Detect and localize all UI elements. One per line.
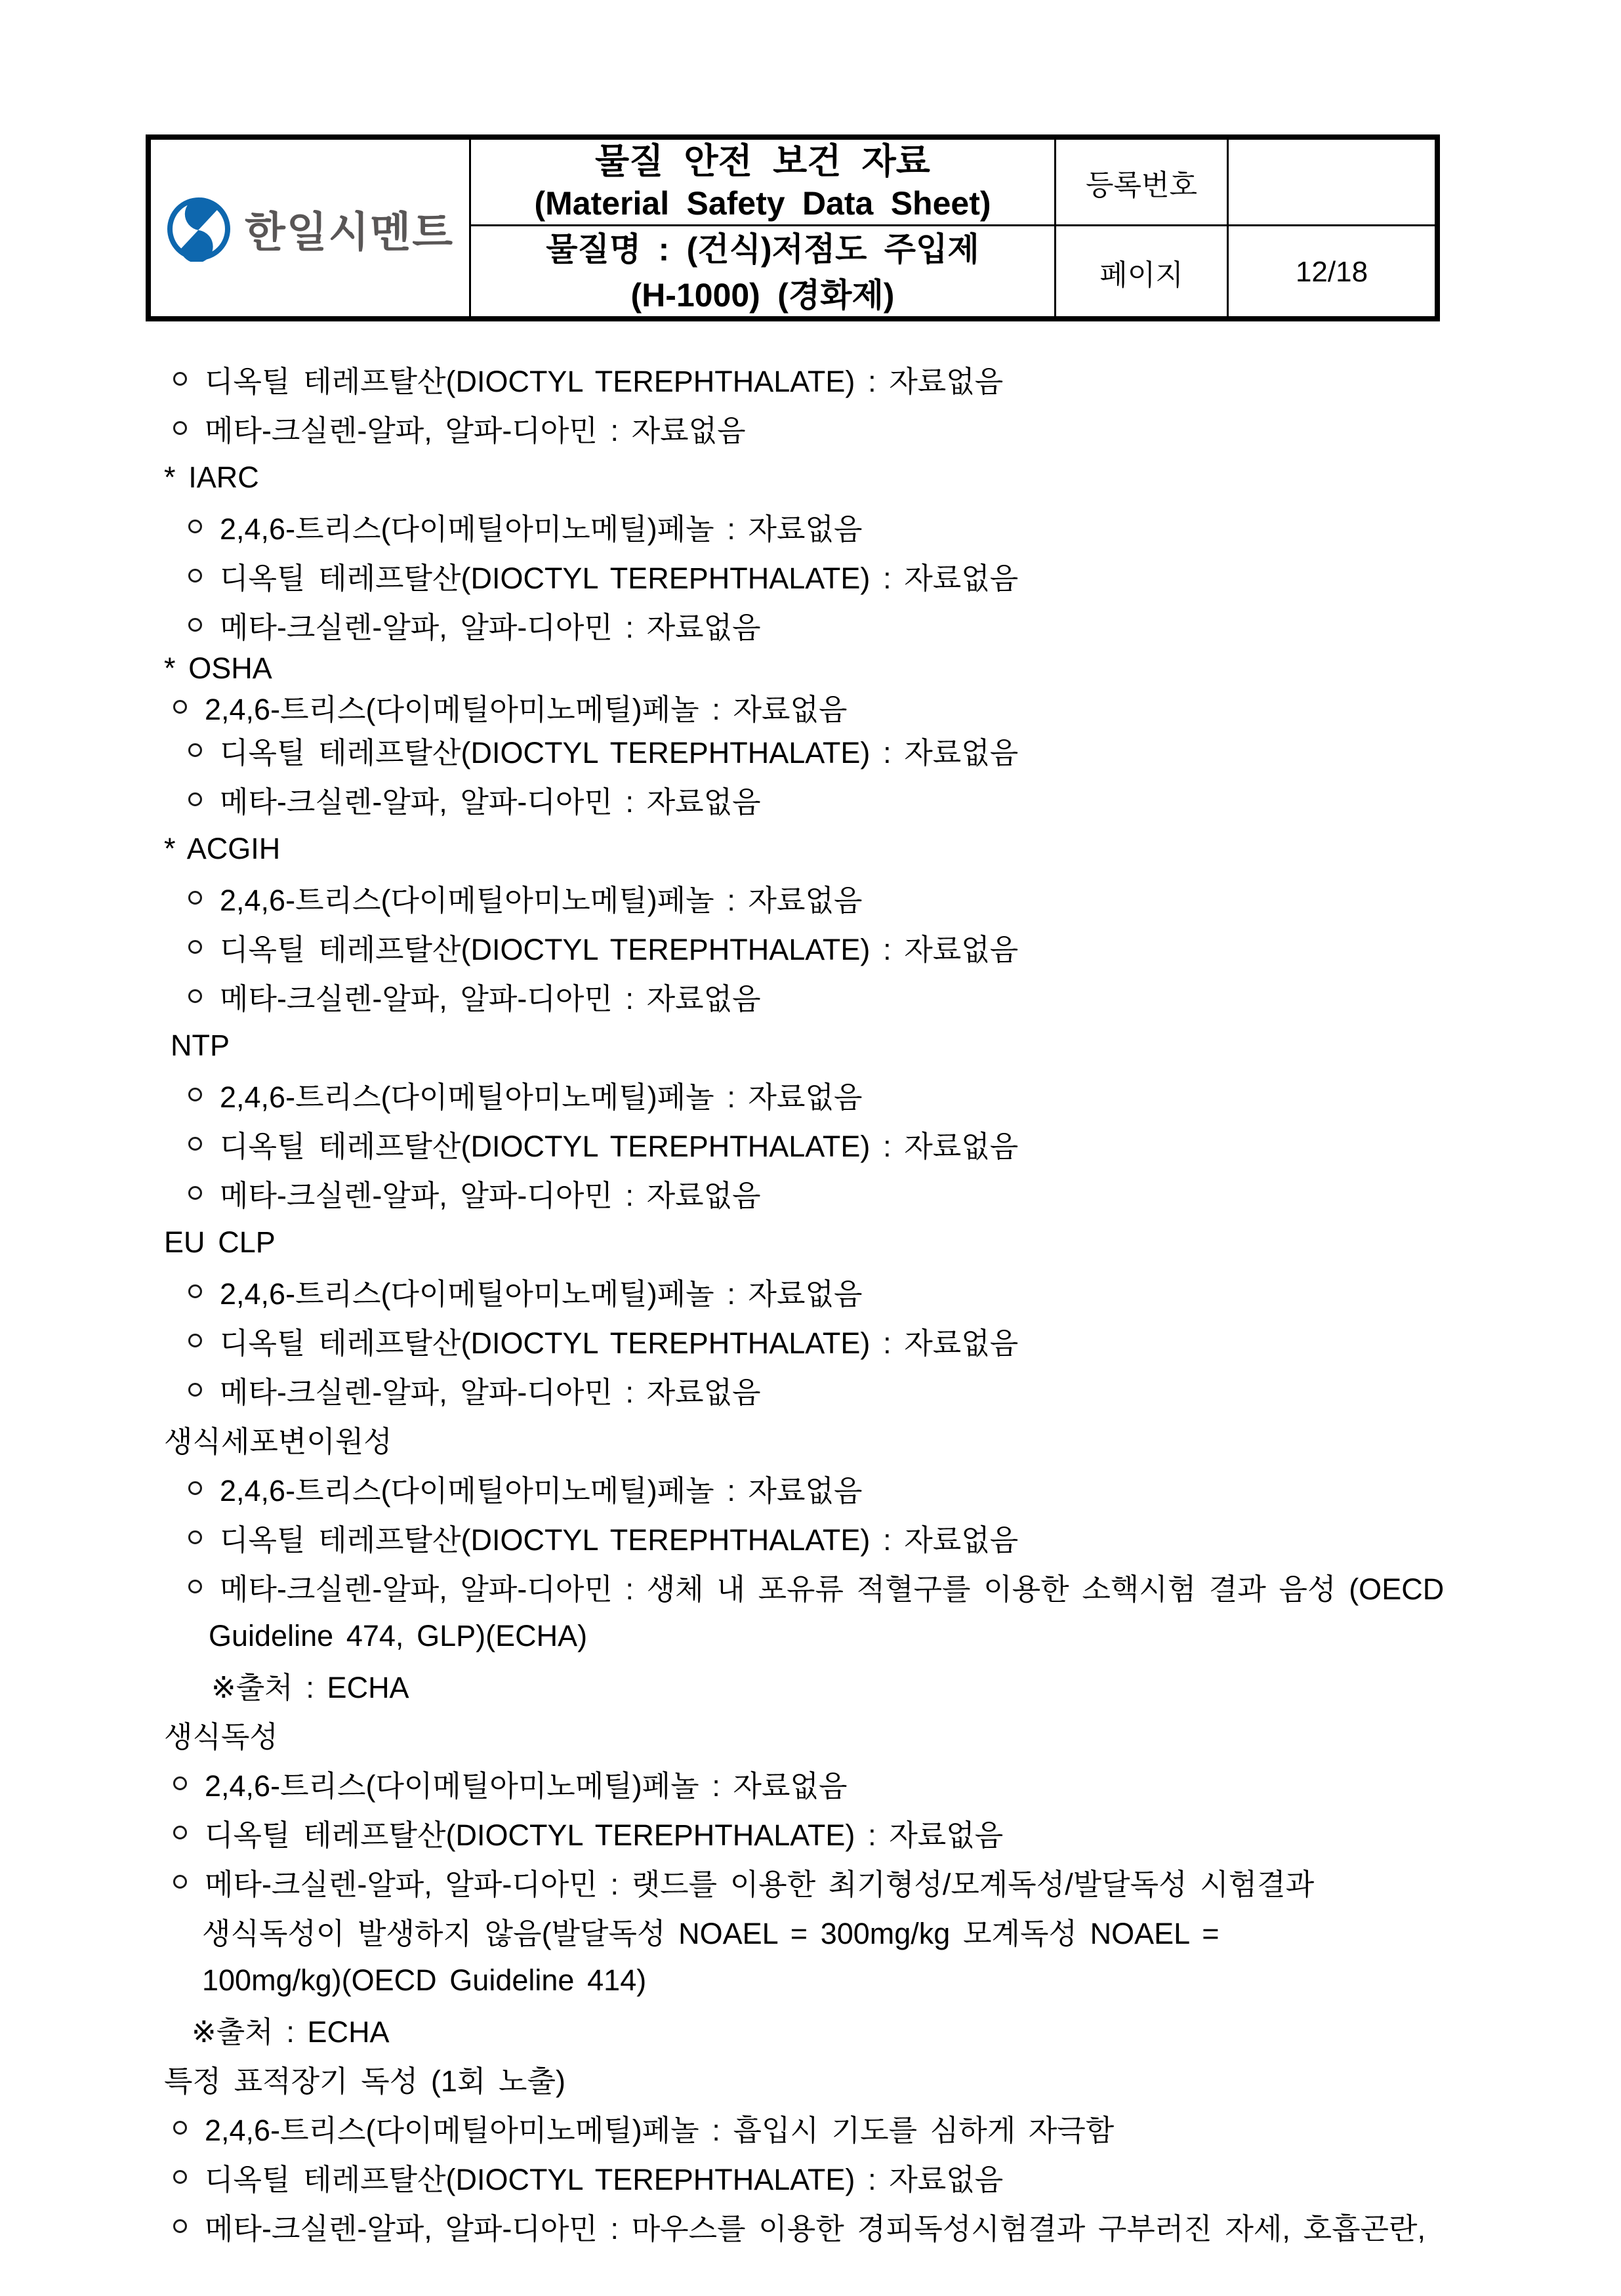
body-line-bullet [0, 354, 1621, 403]
body-line-bullet [0, 1562, 1621, 1611]
body-line-text: Guideline 474, GLP)(ECHA) [209, 1618, 588, 1652]
doc-title-cell [471, 140, 1056, 226]
body-line-text: 메타-크실렌-알파, 알파-디아민 : 자료없음 [205, 414, 746, 447]
body-line-text: 100mg/kg)(OECD Guideline 414) [202, 1963, 647, 1997]
body-line-text: 메타-크실렌-알파, 알파-디아민 : 자료없음 [220, 611, 761, 644]
body-line [0, 649, 1621, 687]
body-line-text: 2,4,6-트리스(다이메틸아미노메틸)페놀 : 자료없음 [220, 1277, 863, 1311]
body-line-text: 디옥틸 테레프탈산(DIOCTYL TEREPHTHALATE) : 자료없음 [220, 933, 1019, 966]
body-line-bullet [0, 2202, 1621, 2251]
body-line-text: 2,4,6-트리스(다이메틸아미노메틸)페놀 : 자료없음 [205, 1769, 848, 1803]
body-line-text: 디옥틸 테레프탈산(DIOCTYL TEREPHTHALATE) : 자료없음 [205, 365, 1004, 398]
circle-bullet-icon [173, 2121, 187, 2135]
circle-bullet-icon [173, 1776, 187, 1790]
body-line-bullet [0, 922, 1621, 972]
body-line-text: * OSHA [164, 651, 272, 685]
registration-number-value-cell [1229, 140, 1435, 226]
body-line-bullet [0, 551, 1621, 600]
body-line-text: 2,4,6-트리스(다이메틸아미노메틸)페놀 : 자료없음 [220, 884, 863, 917]
body-line-text: 생식세포변이원성 [164, 1425, 392, 1458]
body-line-text: 디옥틸 테레프탈산(DIOCTYL TEREPHTHALATE) : 자료없음 [220, 1130, 1019, 1163]
page-value-cell [1229, 226, 1435, 318]
circle-bullet-icon [188, 1383, 202, 1397]
body-line-text: NTP [171, 1028, 230, 1062]
body-line-bullet [0, 1513, 1621, 1562]
page-value: 12/18 [1295, 256, 1368, 288]
body-line-text: * ACGIH [164, 831, 281, 865]
circle-bullet-icon [188, 1137, 202, 1151]
body-line-bullet [0, 1759, 1621, 1808]
circle-bullet-icon [188, 1334, 202, 1347]
circle-bullet-icon [173, 2170, 187, 2184]
body-line-bullet [0, 775, 1621, 824]
body-line-text: 메타-크실렌-알파, 알파-디아민 : 자료없음 [220, 982, 761, 1015]
body-line-text: 메타-크실렌-알파, 알파-디아민 : 마우스를 이용한 경피독성시험결과 구부러진 자세, 호흡곤란, [205, 2212, 1426, 2245]
body-line-text: 메타-크실렌-알파, 알파-디아민 : 자료없음 [220, 1376, 761, 1409]
body-line [0, 453, 1621, 502]
body-line-bullet [0, 687, 1621, 726]
doc-title-english: (Material Safety Data Sheet) [534, 184, 991, 222]
body-line [0, 2054, 1621, 2103]
body-line-bullet [0, 1267, 1621, 1316]
body-line-bullet [0, 873, 1621, 922]
circle-bullet-icon [188, 1530, 202, 1544]
circle-bullet-icon [173, 421, 187, 435]
body-line-text: 디옥틸 테레프탈산(DIOCTYL TEREPHTHALATE) : 자료없음 [220, 736, 1019, 769]
body-line-bullet [0, 972, 1621, 1021]
body-line-bullet [0, 1070, 1621, 1119]
circle-bullet-icon [188, 569, 202, 583]
body-line [0, 1906, 1621, 1956]
body-line-bullet [0, 502, 1621, 551]
body-line [0, 1611, 1621, 1660]
body-line-text: ※출처 : ECHA [211, 1671, 409, 1704]
body-line-text: 2,4,6-트리스(다이메틸아미노메틸)페놀 : 자료없음 [205, 692, 848, 726]
circle-bullet-icon [188, 1580, 202, 1593]
circle-bullet-icon [188, 743, 202, 757]
body-line-text: 2,4,6-트리스(다이메틸아미노메틸)페놀 : 흡입시 기도를 심하게 자극함 [205, 2114, 1115, 2147]
circle-bullet-icon [188, 618, 202, 632]
body-line-bullet [0, 600, 1621, 649]
header-table [146, 134, 1440, 321]
circle-bullet-icon [188, 1481, 202, 1495]
body-line [0, 2005, 1621, 2054]
circle-bullet-icon [188, 792, 202, 806]
body-line-bullet [0, 1365, 1621, 1414]
body-line-bullet [0, 1464, 1621, 1513]
body-line-bullet [0, 403, 1621, 453]
body-line-bullet [0, 1808, 1621, 1857]
circle-bullet-icon [173, 1826, 187, 1839]
body-line-text: ※출처 : ECHA [192, 2015, 390, 2049]
circle-bullet-icon [188, 1088, 202, 1101]
circle-bullet-icon [188, 1284, 202, 1298]
body-line-text: 메타-크실렌-알파, 알파-디아민 : 자료없음 [220, 785, 761, 819]
body-line-text: 디옥틸 테레프탈산(DIOCTYL TEREPHTHALATE) : 자료없음 [205, 2163, 1004, 2196]
material-name-line2: (H-1000) (경화제) [630, 277, 895, 314]
body-line-bullet [0, 2152, 1621, 2202]
body-line-bullet [0, 1168, 1621, 1218]
body-line-text: 메타-크실렌-알파, 알파-디아민 : 자료없음 [220, 1179, 761, 1212]
body-line-text: 디옥틸 테레프탈산(DIOCTYL TEREPHTHALATE) : 자료없음 [220, 1523, 1019, 1557]
circle-bullet-icon [188, 1186, 202, 1200]
body-line-bullet [0, 726, 1621, 775]
body-line-bullet [0, 1316, 1621, 1365]
circle-bullet-icon [188, 940, 202, 954]
page-label: 페이지 [1099, 259, 1183, 291]
body-line-text: EU CLP [164, 1225, 276, 1259]
body-line-text: 메타-크실렌-알파, 알파-디아민 : 랫드를 이용한 최기형성/모계독성/발달독성 시험결과 [205, 1868, 1315, 1901]
body-line [0, 1218, 1621, 1267]
logo-cell [151, 140, 471, 318]
circle-bullet-icon [188, 520, 202, 533]
body-line-text: 2,4,6-트리스(다이메틸아미노메틸)페놀 : 자료없음 [220, 512, 863, 546]
body-line-text: 생식독성이 발생하지 않음(발달독성 NOAEL = 300mg/kg 모계독성 NOAEL = [202, 1917, 1220, 1950]
body-lines [0, 354, 1621, 2251]
body-line-text: * IARC [164, 460, 259, 494]
body-line-text: 디옥틸 테레프탈산(DIOCTYL TEREPHTHALATE) : 자료없음 [205, 1818, 1004, 1852]
circle-bullet-icon [173, 700, 187, 714]
circle-bullet-icon [188, 891, 202, 905]
body-line-text: 디옥틸 테레프탈산(DIOCTYL TEREPHTHALATE) : 자료없음 [220, 562, 1019, 595]
circle-bullet-icon [173, 372, 187, 386]
body-line [0, 1956, 1621, 2005]
body-line-text: 특정 표적장기 독성 (1회 노출) [164, 2064, 565, 2098]
body-line-text: 2,4,6-트리스(다이메틸아미노메틸)페놀 : 자료없음 [220, 1474, 863, 1507]
registration-number-label-cell [1056, 140, 1229, 226]
circle-bullet-icon [188, 989, 202, 1003]
circle-bullet-icon [173, 2219, 187, 2233]
brand-text: 한일시멘트 [244, 209, 455, 256]
circle-bullet-icon [173, 1875, 187, 1889]
body-line-text: 디옥틸 테레프탈산(DIOCTYL TEREPHTHALATE) : 자료없음 [220, 1326, 1019, 1360]
body-line-bullet [0, 1119, 1621, 1168]
body-line [0, 824, 1621, 873]
body-line [0, 1710, 1621, 1759]
registration-number-label: 등록번호 [1085, 169, 1197, 201]
material-name-line1: 물질명 : (건식)저점도 주입제 [546, 231, 979, 268]
material-name-cell [471, 226, 1056, 318]
body-line-bullet [0, 2103, 1621, 2152]
body-line-text: 2,4,6-트리스(다이메틸아미노메틸)페놀 : 자료없음 [220, 1080, 863, 1114]
body-line-text: 메타-크실렌-알파, 알파-디아민 : 생체 내 포유류 적혈구를 이용한 소핵시험 결과 음성 (OECD [220, 1572, 1445, 1606]
body-line-bullet [0, 1857, 1621, 1906]
body-line [0, 1414, 1621, 1464]
body-line [0, 1021, 1621, 1070]
body-line-text: 생식독성 [164, 1720, 278, 1753]
doc-title-korean: 물질 안전 보건 자료 [595, 141, 930, 181]
body-line [0, 1660, 1621, 1710]
hanil-s-logo-icon [166, 196, 232, 262]
page-label-cell [1056, 226, 1229, 318]
